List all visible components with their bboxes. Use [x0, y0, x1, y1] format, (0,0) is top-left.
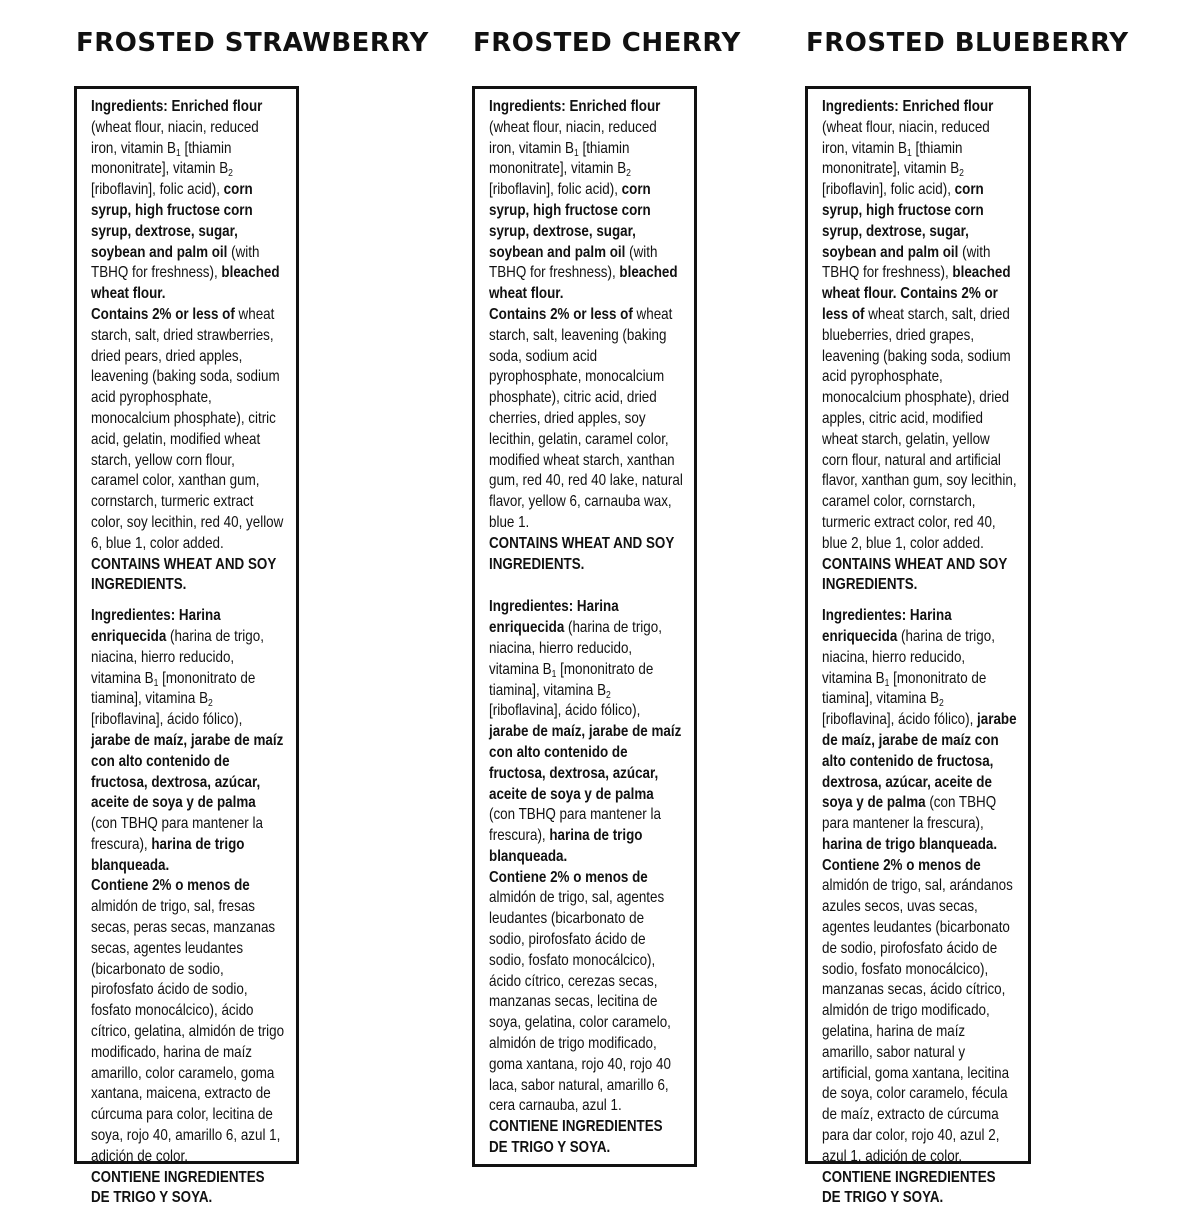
title-frosted-blueberry: FROSTED BLUEBERRY [806, 28, 1129, 58]
allergen-spanish: CONTIENE INGREDIENTES DE TRIGO Y SOYA. [489, 1118, 663, 1157]
ingredients-spanish: Ingredientes: Harina enriquecida (harina de trigo, niacina, hierro reducido, vitamina $B_1$ [mononitrato de tiamina], vitamina $B_2$ [riboflavina], ácido fólico), jarabe de maíz, jarabe de maíz con alto contenido de fructosa, dextrosa, azúcar, aceite de soya y de palma (con TBHQ para mantener la frescura), harina de trigo blanqueada. Contiene 2% o menos de almidón de trigo, sal, fresas secas, peras secas, manzanas secas, agentes leudantes (bicarbonato de sodio, pirofosfato ácido de sodio, fosfato monocálcico), ácido cítrico, gelatina, almidón de trigo modificado, harina de maíz amarillo, color caramelo, goma xantana, maicena, extracto de cúrcuma para color, lecitina de soya, rojo 40, amarillo 6, azul 1, adición de color. [91, 607, 285, 1165]
title-frosted-cherry: FROSTED CHERRY [473, 28, 741, 58]
ingredients-box-strawberry [74, 86, 299, 1207]
title-frosted-strawberry: FROSTED STRAWBERRY [76, 28, 429, 58]
ingredients-box-cherry [472, 86, 697, 1167]
allergen-spanish: CONTIENE INGREDIENTES DE TRIGO Y SOYA. [822, 1168, 996, 1207]
ingredients-english: Ingredients: Enriched flour (wheat flour, niacin, reduced iron, vitamin $B_1$ [thiamin mononitrate], vitamin $B_2$ [riboflavin], folic acid), corn syrup, high fructose corn syrup, dextrose, sugar, soybean and palm oil (with TBHQ for freshness), bleached wheat flour. Contains 2% or less of wheat starch, salt, dried blueberries, dried grapes, leavening (baking soda, sodium acid pyrophosphate, monocalcium phosphate), dried apples, citric acid, modified wheat starch, gelatin, yellow corn flour, natural and artificial flavor, xanthan gum, soy lecithin, caramel color, cornstarch, turmeric extract color, red 40, blue 2, blue 1, color added. [822, 98, 1017, 552]
ingredients-english: Ingredients: Enriched flour (wheat flour, niacin, reduced iron, vitamin $B_1$ [thiamin mononitrate], vitamin $B_2$ [riboflavin], folic acid), corn syrup, high fructose corn syrup, dextrose, sugar, soybean and palm oil (with TBHQ for freshness), bleached wheat flour. Contains 2% or less of wheat starch, salt, dried strawberries, dried pears, dried apples, leavening (baking soda, sodium acid pyrophosphate, monocalcium phosphate), citric acid, gelatin, modified wheat starch, yellow corn flour, caramel color, xanthan gum, cornstarch, turmeric extract color, soy lecithin, red 40, yellow 6, blue 1, color added. [91, 98, 284, 552]
ingredients-box-blueberry [805, 86, 1031, 1207]
ingredients-spanish: Ingredientes: Harina enriquecida (harina de trigo, niacina, hierro reducido, vitamina $B_1$ [mononitrato de tiamina], vitamina $B_2$ [riboflavina], ácido fólico), jarabe de maíz, jarabe de maíz con alto contenido de fructosa, dextrosa, azúcar, aceite de soya y de palma (con TBHQ para mantener la frescura), harina de trigo blanqueada. Contiene 2% o menos de almidón de trigo, sal, arándanos azules secos, uvas secas, agentes leudantes (bicarbonato de sodio, pirofosfato ácido de sodio, fosfato monocálcico), manzanas secas, ácido cítrico, almidón de trigo modificado, gelatina, harina de maíz amarillo, sabor natural y artificial, goma xantana, lecitina de soya, color caramelo, fécula de maíz, extracto de cúrcuma para dar color, rojo 40, azul 2, azul 1, adición de color. [822, 607, 1017, 1165]
ingredients-spanish: Ingredientes: Harina enriquecida (harina de trigo, niacina, hierro reducido, vitamina $B_1$ [mononitrato de tiamina], vitamina $B_2$ [riboflavina], ácido fólico), jarabe de maíz, jarabe de maíz con alto contenido de fructosa, dextrosa, azúcar, aceite de soya y de palma (con TBHQ para mantener la frescura), harina de trigo blanqueada. Contiene 2% o menos de almidón de trigo, sal, agentes leudantes (bicarbonato de sodio, pirofosfato ácido de sodio, fosfato monocálcico), ácido cítrico, cerezas secas, manzanas secas, lecitina de soya, gelatina, color caramelo, almidón de trigo modificado, goma xantana, rojo 40, rojo 40 laca, sabor natural, amarillo 6, cera carnauba, azul 1. [489, 598, 682, 1115]
allergen-english: CONTAINS WHEAT AND SOY INGREDIENTS. [91, 555, 277, 594]
allergen-spanish: CONTIENE INGREDIENTES DE TRIGO Y SOYA. [91, 1168, 265, 1207]
ingredients-english: Ingredients: Enriched flour (wheat flour, niacin, reduced iron, vitamin $B_1$ [thiamin mononitrate], vitamin $B_2$ [riboflavin], folic acid), corn syrup, high fructose corn syrup, dextrose, sugar, soybean and palm oil (with TBHQ for freshness), bleached wheat flour. Contains 2% or less of wheat starch, salt, leavening (baking soda, sodium acid pyrophosphate, monocalcium phosphate), citric acid, dried cherries, dried apples, soy lecithin, gelatin, caramel color, modified wheat starch, xanthan gum, red 40, red 40 lake, natural flavor, yellow 6, carnauba wax, blue 1. [489, 98, 683, 531]
allergen-english: CONTAINS WHEAT AND SOY INGREDIENTS. [822, 555, 1008, 594]
allergen-english: CONTAINS WHEAT AND SOY INGREDIENTS. [489, 534, 675, 573]
